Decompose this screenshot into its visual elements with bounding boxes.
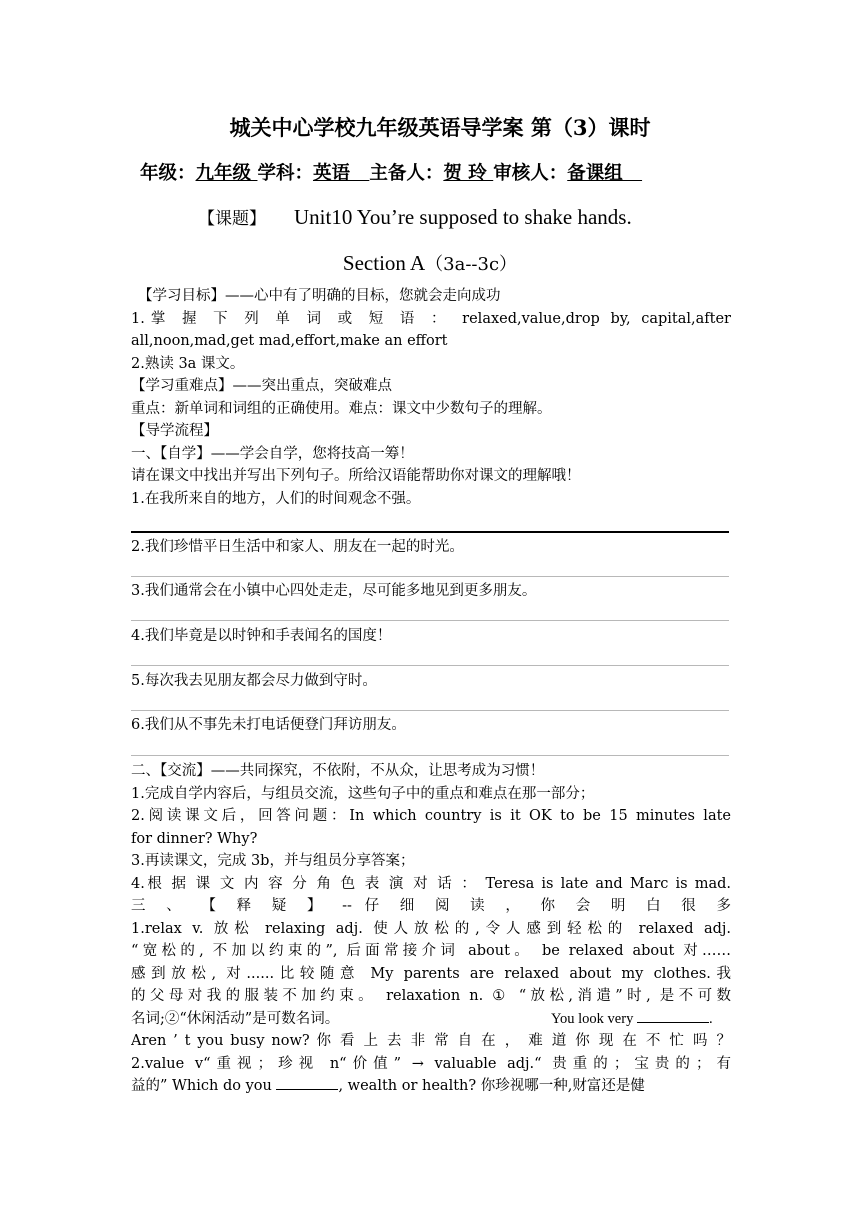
explain-text: 名词;②“休闲活动”是可数名词。 <box>131 1011 340 1027</box>
section-heading <box>0 250 860 276</box>
section-name: Section A <box>342 251 426 275</box>
preparer-value: 贺 玲 <box>443 163 494 184</box>
section-range: （3a--3c） <box>425 254 518 275</box>
explain-text: 益的” Which do you <box>131 1078 272 1094</box>
fill-in-blank[interactable] <box>276 1089 338 1090</box>
exchange-item-2a: 2.阅读课文后，回答问题：In which country is it OK to be 15 minutes late <box>131 808 731 824</box>
flow-heading: 【导学流程】 <box>131 423 218 439</box>
key-points-heading: 【学习重难点】——突出重点，突破难点 <box>131 378 392 394</box>
sentence-item: 1.在我所来自的地方，人们的时间观念不强。 <box>131 491 421 507</box>
answer-line <box>131 755 729 756</box>
explain-line: “宽松的, 不加以约束的”, 后面常接介词 about。 be relaxed about 对…… <box>131 943 731 959</box>
answer-line <box>131 620 729 621</box>
page-title: 城关中心学校九年级英语导学案 第（3）课时 <box>229 115 651 140</box>
topic-line <box>198 204 632 230</box>
sentence-item: 3.我们通常会在小镇中心四处走走，尽可能多地见到更多朋友。 <box>131 583 537 599</box>
sentence-item: 4.我们毕竟是以时钟和手表闻名的国度！ <box>131 628 392 644</box>
exchange-heading: 二、【交流】——共同探究，不依附，不从众，让思考成为习惯！ <box>131 763 545 779</box>
grade-value: 九年级 <box>195 163 258 184</box>
explain-line <box>131 1075 731 1097</box>
answer-line <box>131 710 729 711</box>
explain-text: , wealth or health? 你珍视哪一种,财富还是健 <box>338 1078 645 1094</box>
self-study-intro: 请在课文中找出并写出下列句子。所给汉语能帮助你对课文的理解哦！ <box>131 468 581 484</box>
grade-label: 年级： <box>140 163 196 184</box>
explain-line: 2.value v“重视；珍视 n“价值” → valuable adj.“ 贵重的；宝贵的；有 <box>131 1056 731 1072</box>
explain-line: Aren ’ t you busy now? 你 看 上 去 非 常 自 在 ， 难 道 你 现 在 不 忙 吗 ？ <box>131 1033 731 1049</box>
exchange-item-2b: for dinner? Why? <box>131 831 258 847</box>
preparer-label: 主备人： <box>369 163 444 184</box>
explain-text: . <box>708 1011 713 1027</box>
explain-line <box>131 1008 731 1030</box>
reviewer-label: 审核人： <box>493 163 568 184</box>
sentence-item: 2.我们珍惜平日生活中和家人、朋友在一起的时光。 <box>131 539 464 555</box>
exchange-item-1: 1.完成自学内容后，与组员交流，这些句子中的重点和难点在那一部分； <box>131 786 595 802</box>
exchange-item-3: 3.再读课文，完成 3b，并与组员分享答案； <box>131 853 415 869</box>
explain-line: 的父母对我的服装不加约束。 relaxation n. ① “放松,消遣”时, 是不可数 <box>131 988 731 1004</box>
goals-heading: 【学习目标】——心中有了明确的目标，您就会走向成功 <box>138 288 501 304</box>
sentence-item: 5.每次我去见朋友都会尽力做到守时。 <box>131 673 377 689</box>
self-study-heading: 一、【自学】——学会自学，您将技高一筹！ <box>131 446 414 462</box>
goals-item-2: 2.熟读 3a 课文。 <box>131 356 245 372</box>
answer-line <box>131 576 729 577</box>
explain-text: You look very <box>551 1011 634 1027</box>
goals-item-1b: all,noon,mad,get mad,effort,make an effort <box>131 333 448 349</box>
goals-item-1a: 1.掌 握 下 列 单 词 或 短 语 ： relaxed,value,drop by, capital,after <box>131 311 731 327</box>
explain-line: 1.relax v. 放松 relaxing adj. 使人放松的,令人感到轻松的 relaxed adj. <box>131 921 731 937</box>
header-meta <box>140 159 642 185</box>
key-points-text: 重点：新单词和词组的正确使用。难点：课文中少数句子的理解。 <box>131 401 552 417</box>
explain-text <box>551 1008 713 1030</box>
fill-in-blank[interactable] <box>637 1022 709 1023</box>
explain-line: 感到放松, 对......比较随意 My parents are relaxed about my clothes.我 <box>131 966 731 982</box>
answer-line <box>131 665 729 666</box>
answer-line <box>131 531 729 533</box>
sentence-item: 6.我们从不事先未打电话便登门拜访朋友。 <box>131 717 406 733</box>
reviewer-value: 备课组 <box>567 163 643 184</box>
subject-value: 英语 <box>312 163 370 184</box>
explain-heading: 三 、 【 释 疑 】 -- 仔 细 阅 读 ， 你 会 明 白 很 多 <box>131 898 731 914</box>
exchange-item-4: 4.根 据 课 文 内 容 分 角 色 表 演 对 话 ： Teresa is late and Marc is mad. <box>131 876 731 892</box>
subject-label: 学科： <box>257 163 313 184</box>
topic-bracket: 【课题】 <box>198 209 266 229</box>
topic-text: Unit10 You’re supposed to shake hands. <box>294 205 632 229</box>
